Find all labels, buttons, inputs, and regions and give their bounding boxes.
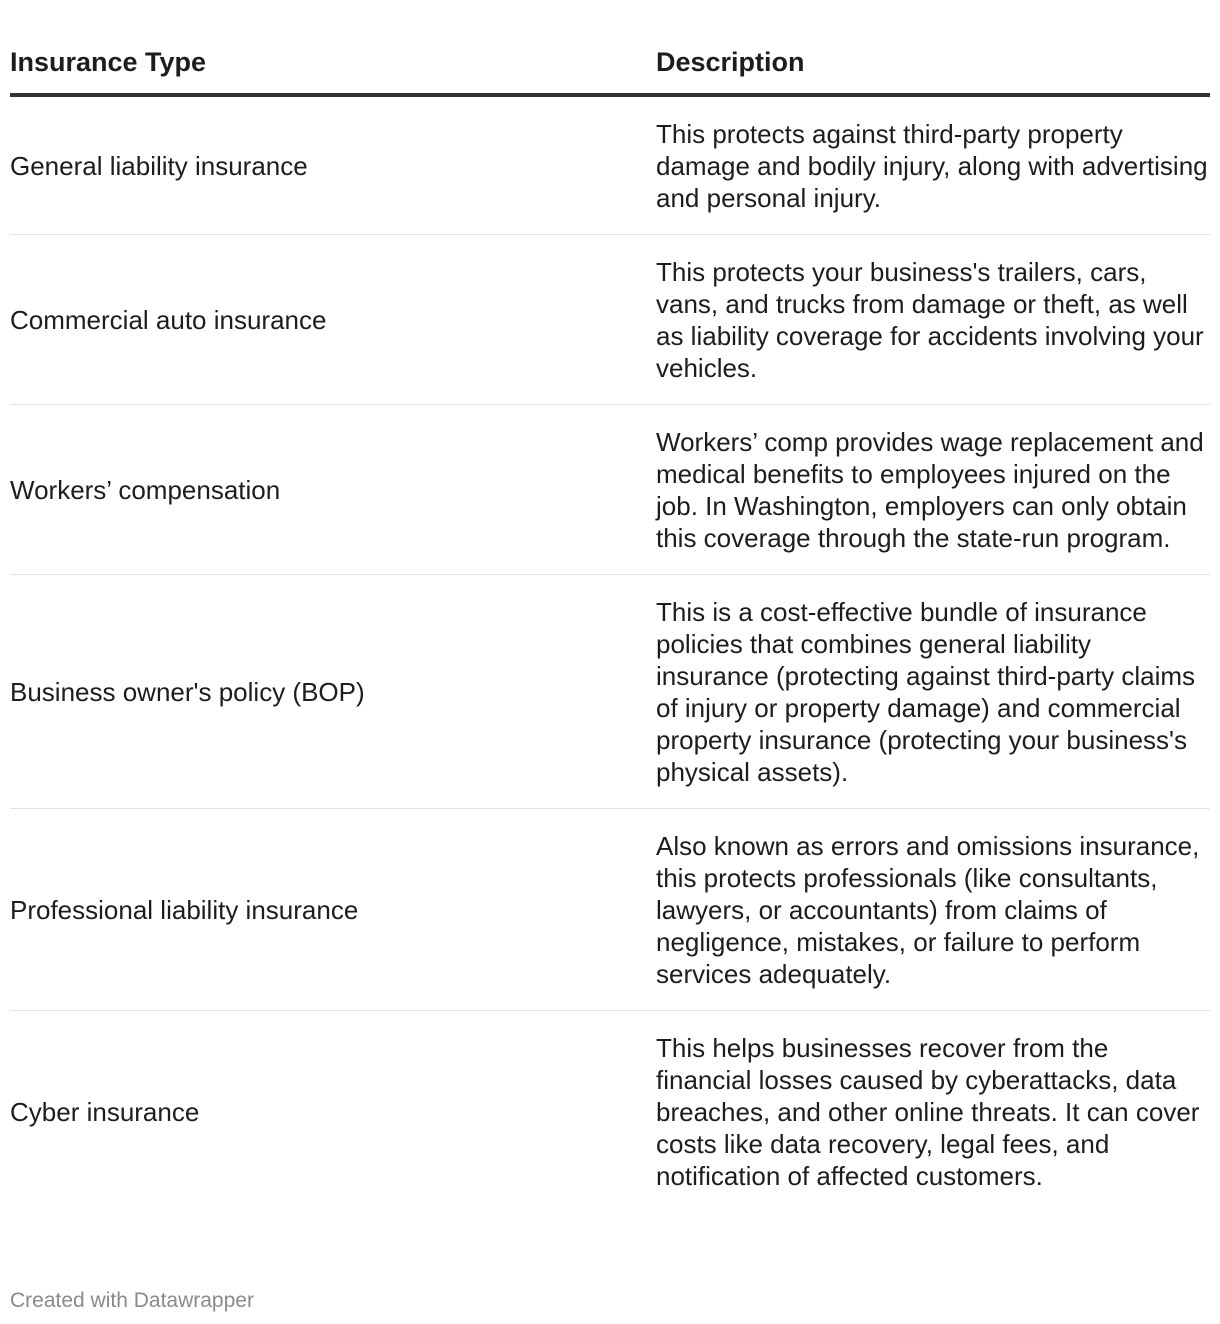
insurance-type-cell: Cyber insurance	[10, 1097, 200, 1127]
description-cell: This helps businesses recover from the financial losses caused by cyberattacks, data breaches, and other online threats. It can cover costs like data recovery, legal fees, and notification of affected customers.	[656, 1033, 1200, 1191]
table-row	[10, 809, 1210, 1011]
table-row	[10, 575, 1210, 809]
table-header	[10, 40, 1210, 95]
header-row	[10, 40, 1210, 95]
description-cell: This protects against third-party property damage and bodily injury, along with advertising and personal injury.	[656, 95, 1210, 235]
insurance-type-cell: Workers’ compensation	[10, 405, 656, 575]
description-cell: Also known as errors and omissions insurance, this protects professionals (like consultants, lawyers, or accountants) from claims of negligence, mistakes, or failure to perform services adequately.	[656, 809, 1210, 1011]
table-body	[10, 95, 1210, 1212]
description-cell: This is a cost-effective bundle of insurance policies that combines general liability insurance (protecting against third-party claims of injury or property damage) and commercial property insurance (protecting your business's physical assets).	[656, 575, 1210, 809]
table-row	[10, 1011, 1210, 1213]
insurance-type-cell: General liability insurance	[10, 95, 656, 235]
table-row	[10, 405, 1210, 575]
insurance-table-container	[10, 40, 1210, 1212]
table-row	[10, 95, 1210, 235]
description-cell: This protects your business's trailers, cars, vans, and trucks from damage or theft, as well as liability coverage for accidents involving your vehicles.	[656, 235, 1210, 405]
description-cell: Workers’ comp provides wage replacement and medical benefits to employees injured on the job. In Washington, employers can only obtain this coverage through the state-run program.	[656, 405, 1210, 575]
column-header-description: Description	[656, 40, 1210, 95]
table-row	[10, 235, 1210, 405]
insurance-table	[10, 40, 1210, 1212]
column-header-insurance-type: Insurance Type	[10, 40, 656, 95]
datawrapper-credit[interactable]: Created with Datawrapper	[10, 1289, 254, 1312]
insurance-type-cell: Business owner's policy (BOP)	[10, 575, 656, 809]
insurance-type-cell: Commercial auto insurance	[10, 235, 656, 405]
insurance-type-cell: Professional liability insurance	[10, 809, 656, 1011]
